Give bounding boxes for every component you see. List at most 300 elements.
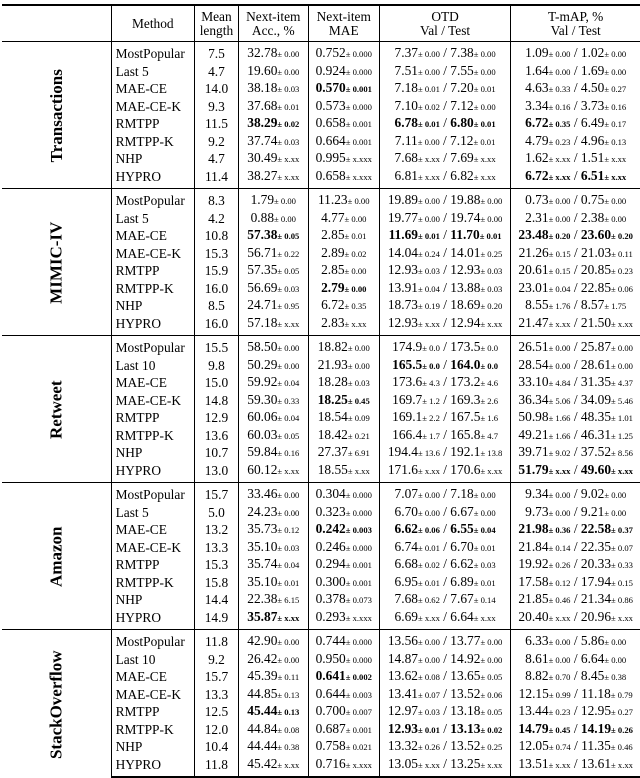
method-name: MostPopular — [115, 634, 185, 649]
tmap-val-value: 9.73 — [525, 503, 549, 519]
otd-test-value: 12.94 — [450, 314, 481, 330]
table-row — [2, 189, 640, 210]
acc-cell — [238, 63, 308, 81]
otd-test-std: ± 0.20 — [480, 301, 503, 311]
tmap-val-value: 14.79 — [518, 720, 549, 736]
tmap-cell — [511, 556, 640, 574]
tmap-val-std: ± 0.15 — [548, 266, 571, 276]
mae-value: 0.700 — [315, 703, 346, 718]
mean-length-cell — [195, 504, 239, 522]
mae-std: ± x.xx — [347, 465, 370, 476]
otd-val-std: ± x.xx — [417, 171, 440, 182]
separator: / — [570, 755, 581, 771]
acc-value: 57.35 — [247, 262, 278, 277]
tmap-val-value: 21.85 — [518, 591, 549, 606]
acc-value: 35.87 — [247, 608, 278, 624]
acc-std: ± 0.00 — [277, 66, 300, 77]
otd-cell — [379, 738, 511, 756]
mae-cell — [308, 297, 379, 315]
tmap-val-std: ± 0.16 — [548, 101, 571, 112]
header-method: Method — [111, 5, 194, 42]
otd-test-value: 6.55 — [450, 521, 474, 536]
otd-val-value: 6.81 — [394, 167, 418, 183]
mae-value: 18.82 — [317, 339, 348, 354]
mae-std: ± 0.003 — [345, 689, 372, 700]
otd-val-std: ± 2.2 — [422, 413, 440, 423]
otd-cell — [379, 357, 511, 375]
tmap-val-std: ± 0.00 — [548, 196, 571, 206]
separator: / — [439, 62, 451, 78]
separator: / — [439, 650, 451, 666]
acc-value: 44.85 — [247, 685, 278, 701]
separator: / — [439, 720, 451, 736]
tmap-cell — [511, 574, 640, 592]
otd-val-value: 13.41 — [387, 685, 418, 701]
otd-cell — [379, 409, 511, 427]
method-name: Last 10 — [115, 357, 156, 373]
otd-val-value: 19.77 — [387, 209, 418, 225]
otd-test-value: 13.88 — [450, 279, 481, 295]
tmap-val-std: ± 0.33 — [548, 84, 571, 94]
method-cell — [111, 609, 194, 630]
otd-test-std: ± 13.8 — [480, 448, 503, 458]
dataset-label-cell — [2, 336, 111, 483]
tmap-val-value: 26.51 — [518, 339, 549, 354]
tmap-cell — [511, 738, 640, 756]
tmap-test-value: 13.61 — [580, 755, 612, 771]
tmap-test-std: ± 0.46 — [610, 742, 633, 752]
mean-length-cell — [195, 245, 239, 263]
acc-std: ± 0.00 — [277, 637, 300, 647]
otd-test-value: 13.18 — [450, 703, 481, 718]
acc-std: ± x.xx — [277, 759, 300, 770]
separator: / — [570, 132, 581, 148]
separator: / — [570, 591, 581, 606]
mae-std: ± x.xx — [344, 318, 367, 329]
otd-val-value: 12.93 — [387, 314, 418, 330]
mae-cell — [308, 98, 379, 116]
otd-cell — [379, 115, 511, 133]
method-name: HYPRO — [115, 315, 161, 331]
tmap-val-std: ± 0.15 — [548, 248, 571, 259]
otd-val-value: 6.78 — [394, 115, 418, 130]
method-name: RMTPP-K — [115, 574, 174, 590]
mae-std: ± 0.09 — [347, 413, 370, 423]
acc-std: ± 0.00 — [277, 654, 300, 665]
acc-std: ± x.xx — [277, 318, 300, 329]
tmap-test-value: 34.09 — [580, 391, 612, 407]
otd-cell — [379, 462, 511, 483]
tmap-test-std: ± 0.33 — [611, 560, 633, 570]
otd-val-std: ± 0.01 — [417, 542, 440, 553]
otd-val-std: ± 0.00 — [417, 654, 440, 665]
tmap-cell — [511, 150, 640, 168]
tmap-val-std: ± x.xx — [548, 318, 571, 329]
tmap-val-std: ± 0.70 — [548, 672, 571, 682]
dataset-name: Retweet — [46, 380, 66, 440]
acc-cell — [238, 427, 308, 445]
otd-val-std: ± 0.00 — [417, 490, 440, 500]
method-cell — [111, 297, 194, 315]
acc-value: 60.03 — [247, 426, 278, 442]
separator: / — [439, 409, 451, 424]
tmap-val-value: 21.26 — [518, 244, 549, 260]
mean-length-value: 10.4 — [204, 739, 229, 754]
separator: / — [570, 461, 581, 477]
mae-std: ± 0.000 — [345, 101, 372, 112]
tmap-val-value: 6.33 — [525, 633, 549, 648]
mae-std: ± 0.002 — [345, 672, 372, 682]
mae-value: 0.664 — [315, 132, 346, 148]
separator: / — [439, 192, 451, 207]
tmap-cell — [511, 210, 640, 228]
acc-std: ± 0.00 — [277, 507, 300, 518]
otd-val-value: 6.70 — [394, 503, 418, 519]
separator: / — [570, 503, 581, 519]
otd-test-std: ± 0.04 — [473, 525, 496, 535]
otd-test-std: ± 0.01 — [479, 231, 502, 241]
dataset-label-cell — [2, 630, 111, 778]
method-name: NHP — [115, 298, 143, 313]
mae-cell — [308, 374, 379, 392]
method-name: MAE-CE — [115, 522, 167, 537]
tmap-val-std: ± 0.00 — [548, 637, 571, 647]
tmap-val-std: ± 0.46 — [548, 595, 571, 605]
otd-cell — [379, 539, 511, 557]
otd-val-value: 7.51 — [394, 62, 418, 78]
separator: / — [570, 668, 581, 683]
mae-value: 0.716 — [315, 755, 346, 771]
tmap-test-std: ± x.xx — [611, 612, 633, 623]
mean-length-cell — [195, 703, 239, 721]
method-cell — [111, 262, 194, 280]
tmap-test-value: 11.18 — [581, 685, 611, 701]
method-name: MAE-CE-K — [115, 392, 182, 408]
acc-value: 56.71 — [247, 244, 278, 260]
otd-cell — [379, 630, 511, 651]
otd-val-value: 19.89 — [387, 192, 418, 207]
mean-length-value: 11.8 — [204, 756, 228, 772]
header-tmap: T-mAP, % Val / Test — [511, 5, 640, 42]
otd-test-value: 7.18 — [450, 486, 474, 501]
separator: / — [570, 262, 581, 277]
otd-val-value: 166.4 — [392, 426, 423, 442]
otd-cell — [379, 703, 511, 721]
mean-length-cell — [195, 42, 239, 63]
tmap-val-std: ± x.xx — [548, 612, 571, 623]
otd-cell — [379, 63, 511, 81]
otd-test-value: 13.13 — [450, 720, 481, 736]
tmap-val-std: ± 0.04 — [548, 283, 571, 294]
mae-value: 0.658 — [315, 167, 346, 183]
acc-cell — [238, 98, 308, 116]
tmap-cell — [511, 539, 640, 557]
acc-value: 38.29 — [247, 115, 278, 130]
tmap-test-std: ± 0.00 — [611, 343, 633, 353]
mae-value: 0.658 — [315, 115, 346, 130]
acc-value: 58.50 — [247, 339, 278, 354]
separator: / — [439, 374, 451, 389]
otd-test-value: 12.93 — [450, 262, 481, 277]
mae-value: 0.293 — [315, 608, 346, 624]
acc-cell — [238, 591, 308, 609]
tmap-val-std: ± 0.35 — [548, 119, 571, 129]
acc-value: 0.88 — [250, 209, 275, 225]
tmap-cell — [511, 357, 640, 375]
acc-cell — [238, 280, 308, 298]
dataset-name: Transactions — [46, 69, 66, 163]
otd-val-value: 7.18 — [394, 80, 418, 95]
mae-std: ± 0.000 — [345, 66, 372, 77]
tmap-test-value: 46.31 — [580, 426, 612, 442]
tmap-test-std: ± x.xx — [611, 318, 633, 329]
otd-test-value: 7.69 — [450, 150, 474, 165]
tmap-val-std: ± 4.84 — [548, 378, 571, 388]
method-name: NHP — [115, 739, 143, 754]
acc-std: ± 0.05 — [277, 430, 300, 441]
mae-cell — [308, 609, 379, 630]
mean-length-value: 9.2 — [208, 133, 225, 149]
tmap-test-std: ± 8.56 — [611, 448, 633, 458]
otd-val-value: 171.6 — [387, 461, 418, 477]
acc-std: ± 0.04 — [277, 413, 300, 423]
mean-length-value: 13.2 — [204, 522, 229, 537]
otd-val-value: 13.62 — [387, 668, 418, 683]
method-cell — [111, 189, 194, 210]
otd-val-value: 6.69 — [394, 608, 418, 624]
otd-test-std: ± 0.0 — [480, 360, 499, 371]
otd-val-std: ± 0.01 — [417, 231, 440, 241]
method-cell — [111, 756, 194, 778]
otd-val-value: 14.04 — [387, 244, 418, 260]
otd-test-value: 7.67 — [450, 591, 474, 606]
method-name: HYPRO — [115, 168, 161, 184]
separator: / — [439, 227, 451, 242]
tmap-val-value: 19.92 — [518, 556, 549, 571]
method-cell — [111, 280, 194, 298]
mae-cell — [308, 738, 379, 756]
otd-cell — [379, 297, 511, 315]
otd-test-std: ± 0.01 — [473, 84, 496, 94]
mae-cell — [308, 210, 379, 228]
method-name: HYPRO — [115, 462, 161, 478]
separator: / — [439, 339, 451, 354]
mean-length-value: 16.0 — [204, 280, 229, 296]
acc-std: ± 0.12 — [277, 525, 300, 535]
results-table — [2, 4, 640, 778]
tmap-test-value: 17.94 — [580, 573, 612, 589]
tmap-test-std: ± 0.00 — [604, 637, 627, 647]
mae-cell — [308, 483, 379, 504]
otd-cell — [379, 374, 511, 392]
tmap-test-std: ± 0.15 — [611, 577, 633, 588]
otd-val-value: 6.62 — [394, 521, 418, 536]
tmap-val-value: 1.64 — [525, 62, 549, 78]
tmap-val-std: ± 0.00 — [548, 213, 571, 224]
mean-length-value: 14.0 — [204, 81, 229, 96]
otd-test-value: 7.20 — [450, 80, 474, 95]
separator: / — [570, 297, 581, 312]
otd-val-value: 6.68 — [394, 556, 418, 571]
otd-val-value: 7.68 — [394, 591, 418, 606]
otd-test-std: ± 0.03 — [473, 560, 496, 570]
acc-std: ± 0.00 — [277, 490, 300, 500]
tmap-test-value: 1.69 — [580, 62, 605, 78]
method-cell — [111, 210, 194, 228]
tmap-test-std: ± 0.00 — [604, 66, 627, 77]
otd-test-std: ± 0.06 — [480, 689, 503, 700]
mean-length-cell — [195, 686, 239, 704]
mae-std: ± 0.001 — [345, 724, 372, 735]
otd-val-value: 11.69 — [388, 227, 418, 242]
mae-value: 4.77 — [321, 209, 345, 225]
tmap-val-value: 8.82 — [525, 668, 549, 683]
tmap-val-value: 23.48 — [518, 227, 549, 242]
mae-value: 11.23 — [317, 192, 348, 207]
otd-val-std: ± x.xx — [417, 318, 440, 329]
mean-length-cell — [195, 591, 239, 609]
mean-length-cell — [195, 315, 239, 336]
mean-length-cell — [195, 80, 239, 98]
acc-std: ± 0.22 — [277, 248, 300, 259]
method-cell — [111, 392, 194, 410]
mae-cell — [308, 150, 379, 168]
tmap-cell — [511, 297, 640, 315]
mean-length-value: 9.3 — [208, 98, 225, 114]
separator: / — [439, 703, 451, 718]
separator: / — [439, 556, 451, 571]
method-cell — [111, 483, 194, 504]
mean-length-value: 4.7 — [208, 63, 225, 79]
otd-val-value: 13.05 — [387, 755, 418, 771]
tmap-val-std: ± 0.00 — [548, 343, 571, 353]
otd-val-value: 169.7 — [392, 391, 423, 407]
otd-test-value: 7.12 — [450, 132, 474, 148]
acc-cell — [238, 521, 308, 539]
otd-test-value: 6.67 — [450, 503, 474, 519]
tmap-val-std: ± x.xx — [548, 465, 571, 476]
tmap-val-value: 12.15 — [518, 685, 549, 701]
mae-cell — [308, 280, 379, 298]
acc-cell — [238, 483, 308, 504]
table-body — [2, 42, 640, 778]
otd-val-std: ± 0.00 — [417, 136, 440, 147]
acc-cell — [238, 336, 308, 357]
separator: / — [570, 80, 581, 95]
otd-cell — [379, 686, 511, 704]
method-cell — [111, 245, 194, 263]
acc-cell — [238, 189, 308, 210]
otd-test-value: 6.62 — [450, 556, 474, 571]
tmap-test-value: 21.50 — [580, 314, 612, 330]
acc-std: ± 0.03 — [277, 542, 300, 553]
otd-test-std: ± x.xx — [480, 465, 503, 476]
acc-std: ± 0.08 — [277, 724, 300, 735]
tmap-val-value: 4.79 — [525, 132, 549, 148]
otd-val-std: ± 0.06 — [417, 525, 440, 535]
tmap-val-std: ± 0.00 — [548, 507, 571, 518]
tmap-val-std: ± x.xx — [548, 154, 571, 164]
acc-std: ± x.xx — [277, 465, 300, 476]
otd-val-std: ± 0.19 — [417, 301, 440, 311]
otd-test-value: 13.65 — [450, 668, 481, 683]
otd-test-std: ± 0.03 — [480, 266, 503, 276]
tmap-test-value: 1.02 — [580, 45, 605, 60]
mae-std: ± 0.00 — [344, 266, 367, 276]
mean-length-cell — [195, 444, 239, 462]
mae-std: ± 0.001 — [345, 119, 372, 129]
tmap-test-std: ± 0.20 — [611, 231, 633, 241]
mean-length-cell — [195, 374, 239, 392]
tmap-val-value: 28.54 — [518, 356, 549, 372]
otd-test-value: 19.74 — [450, 209, 481, 225]
otd-cell — [379, 168, 511, 189]
tmap-test-value: 6.64 — [580, 650, 605, 666]
acc-value: 1.79 — [250, 192, 275, 207]
tmap-cell — [511, 462, 640, 483]
method-name: RMTPP-K — [115, 280, 174, 296]
mae-cell — [308, 262, 379, 280]
tmap-test-std: ± 0.23 — [611, 266, 633, 276]
acc-std: ± 0.00 — [274, 213, 296, 224]
dataset-label-cell — [2, 189, 111, 336]
mae-value: 0.758 — [315, 738, 346, 753]
mean-length-value: 9.8 — [208, 357, 225, 373]
mean-length-cell — [195, 738, 239, 756]
mae-cell — [308, 574, 379, 592]
tmap-val-std: ± 1.66 — [548, 413, 571, 423]
acc-value: 38.27 — [247, 167, 278, 183]
separator: / — [439, 45, 451, 60]
tmap-cell — [511, 189, 640, 210]
method-cell — [111, 63, 194, 81]
method-name: NHP — [115, 592, 143, 607]
tmap-cell — [511, 427, 640, 445]
separator: / — [439, 486, 451, 501]
method-name: HYPRO — [115, 609, 161, 625]
tmap-test-value: 20.96 — [580, 608, 612, 624]
acc-cell — [238, 686, 308, 704]
acc-cell — [238, 210, 308, 228]
acc-std: ± 0.13 — [277, 689, 300, 700]
otd-cell — [379, 556, 511, 574]
mae-std: ± 0.003 — [345, 525, 372, 535]
separator: / — [570, 62, 581, 78]
tmap-test-value: 9.21 — [580, 503, 605, 519]
mae-value: 18.42 — [317, 426, 348, 442]
mean-length-value: 12.9 — [204, 410, 229, 425]
mae-cell — [308, 721, 379, 739]
acc-std: ± 0.00 — [277, 49, 300, 59]
method-name: Last 5 — [115, 504, 149, 520]
mae-value: 27.37 — [317, 444, 348, 459]
otd-cell — [379, 483, 511, 504]
tmap-test-std: ± 0.06 — [611, 283, 633, 294]
tmap-val-value: 20.40 — [518, 608, 549, 624]
otd-cell — [379, 189, 511, 210]
separator: / — [439, 685, 451, 701]
method-cell — [111, 315, 194, 336]
tmap-val-std: ± x.xx — [548, 759, 571, 770]
separator: / — [439, 426, 451, 442]
otd-test-value: 6.82 — [450, 167, 474, 183]
mae-std: ± 0.000 — [345, 507, 372, 518]
acc-cell — [238, 504, 308, 522]
acc-cell — [238, 703, 308, 721]
tmap-cell — [511, 668, 640, 686]
mae-cell — [308, 668, 379, 686]
mean-length-value: 5.0 — [208, 504, 225, 520]
